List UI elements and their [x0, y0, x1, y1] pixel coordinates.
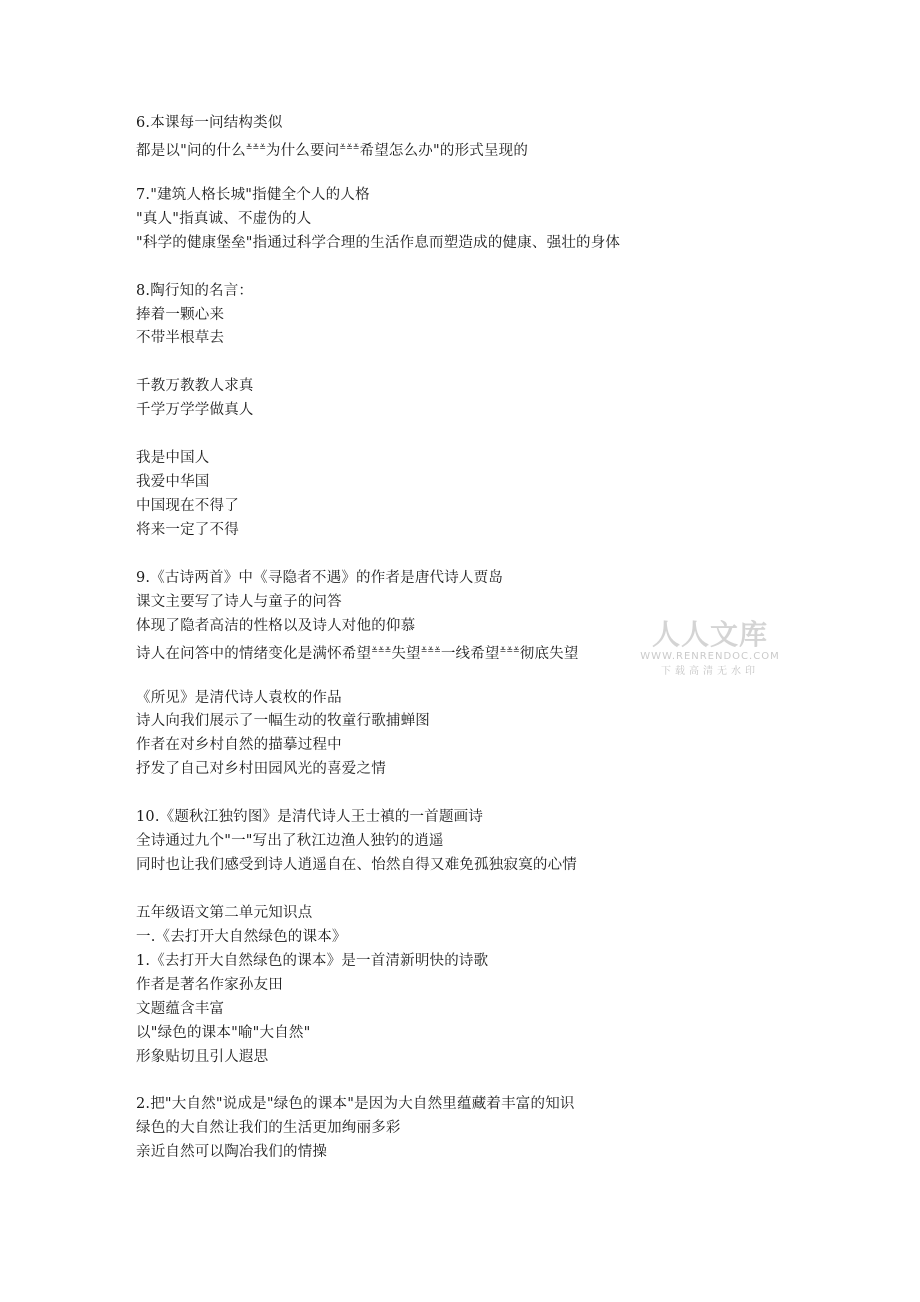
separator-mark: ≚≚≚: [339, 142, 360, 152]
text-line: 都是以"问的什么≚≚≚为什么要问≚≚≚希望怎么办"的形式呈现的: [136, 142, 529, 159]
blank-line: [136, 256, 836, 280]
separator-mark: ≚≚≚: [245, 142, 266, 152]
blank-line: [136, 782, 836, 806]
separator-mark: ≚≚≚: [420, 645, 441, 655]
text-line: 我爱中华国: [136, 474, 210, 491]
text-line: 中国现在不得了: [136, 498, 239, 514]
text-line: 不带半根草去: [136, 330, 225, 347]
text-line: 2.把"大自然"说成是"绿色的课本"是因为大自然里蕴藏着丰富的知识: [136, 1096, 575, 1113]
blank-line: [136, 663, 836, 687]
text-line: 诗人在问答中的情绪变化是满怀希望≚≚≚失望≚≚≚一线希望≚≚≚彻底失望: [136, 645, 579, 662]
text-line: "真人"指真诚、不虚伪的人: [136, 210, 312, 227]
document-body: [136, 112, 836, 1165]
text-line: 我是中国人: [136, 450, 210, 467]
text-line: 课文主要写了诗人与童子的问答: [136, 593, 342, 610]
text-line: 体现了隐者高洁的性格以及诗人对他的仰慕: [136, 617, 416, 634]
blank-line: [136, 543, 836, 567]
text-line: 作者在对乡村自然的描摹过程中: [136, 737, 342, 754]
watermark-title: 人人文库: [651, 618, 768, 651]
text-line: 《所见》是清代诗人袁枚的作品: [136, 689, 342, 706]
text-line: 作者是著名作家孙友田: [136, 976, 283, 993]
text-line: 同时也让我们感受到诗人逍遥自在、怡然自得又难免孤独寂寞的心情: [136, 857, 577, 874]
text-line: 抒发了自己对乡村田园风光的喜爱之情: [136, 761, 386, 778]
text-line: 以"绿色的课本"喻"大自然": [136, 1024, 311, 1041]
text-line: 一.《去打开大自然绿色的课本》: [136, 928, 347, 945]
text-line: 全诗通过九个"一"写出了秋江边渔人独钓的逍遥: [136, 833, 444, 850]
text-line: 7."建筑人格长城"指健全个人的人格: [136, 186, 370, 203]
text-line: 千教万教教人求真: [136, 378, 254, 395]
text-line: 绿色的大自然让我们的生活更加绚丽多彩: [136, 1120, 401, 1137]
text-line: 8.陶行知的名言：: [136, 282, 254, 299]
text-line: 千学万学学做真人: [136, 402, 254, 419]
text-line: 9.《古诗两首》中《寻隐者不遇》的作者是唐代诗人贾岛: [136, 569, 504, 586]
text-line: 捧着一颗心来: [136, 306, 225, 323]
watermark-site: WWW.RENRENDOC.COM: [640, 651, 780, 662]
text-line: "科学的健康堡垒"指通过科学合理的生活作息而塑造成的健康、强壮的身体: [136, 234, 621, 251]
blank-line: [136, 160, 836, 184]
blank-line: [136, 423, 836, 447]
blank-line: [136, 878, 836, 902]
text-line: 形象贴切且引人遐思: [136, 1048, 269, 1065]
text-line: 亲近自然可以陶冶我们的情操: [136, 1144, 328, 1161]
separator-mark: ≚≚≚: [371, 645, 392, 655]
separator-mark: ≚≚≚: [499, 645, 520, 655]
text-line: 诗人向我们展示了一幅生动的牧童行歌捕蝉图: [136, 713, 430, 730]
text-line: 6.本课每一问结构类似: [136, 115, 283, 131]
watermark-subtitle: 下载高清无水印: [661, 666, 759, 677]
text-line: 10.《题秋江独钓图》是清代诗人王士禛的一首题画诗: [136, 809, 484, 826]
text-line: 五年级语文第二单元知识点: [136, 904, 313, 921]
text-line: 文题蕴含丰富: [136, 1000, 225, 1017]
text-line: 1.《去打开大自然绿色的课本》是一首清新明快的诗歌: [136, 952, 489, 969]
blank-line: [136, 351, 836, 375]
blank-line: [136, 1070, 836, 1094]
text-line: 将来一定了不得: [136, 521, 239, 538]
